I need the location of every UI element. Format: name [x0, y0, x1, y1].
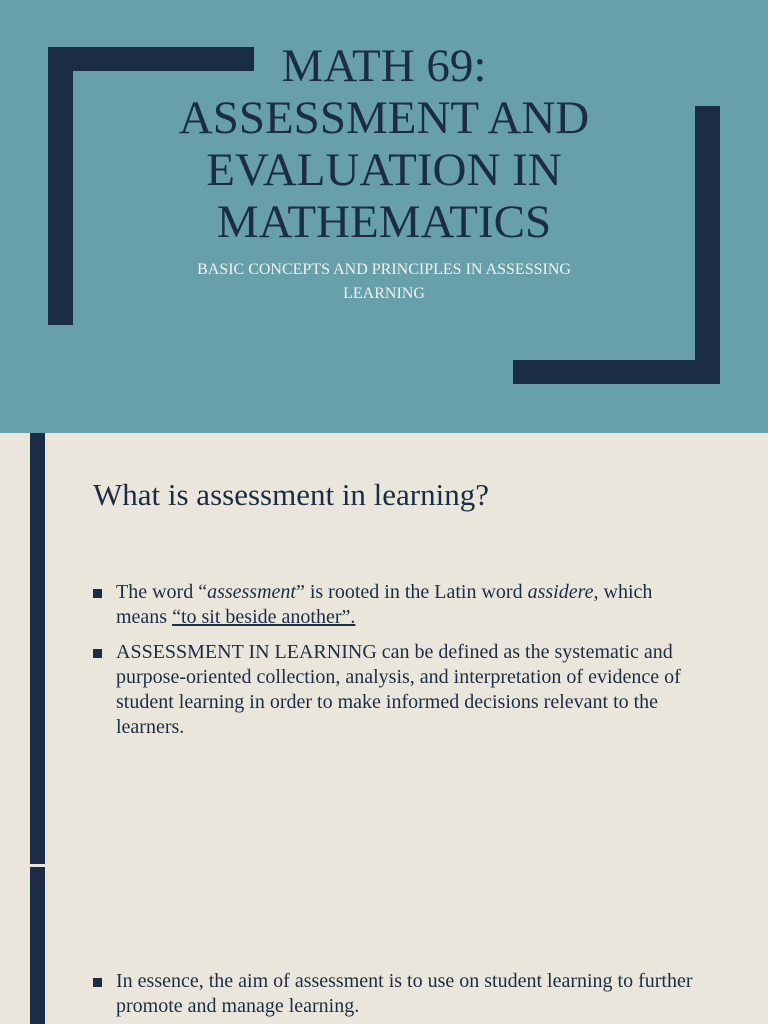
corner-bracket-top-left-vertical: [48, 47, 73, 325]
term-assessment: assessment: [207, 581, 296, 603]
bullet-text: ASSESSMENT IN LEARNING can be defined as the systematic and purpose-oriented collection, analysis, and interpretation of evidence of student learning in order to make informed decisions relevant to the learners.: [116, 641, 681, 738]
latin-word: assidere: [527, 581, 594, 603]
accent-sidebar-bar: [30, 433, 45, 1024]
content-slide: [0, 433, 768, 1024]
bullet-text: In essence, the aim of assessment is to use on student learning to further promote and manage learning.: [116, 970, 693, 1017]
bullet-item-essence: [93, 969, 703, 1019]
square-bullet-icon: [93, 589, 102, 598]
square-bullet-icon: [93, 649, 102, 658]
title-slide: [0, 0, 768, 433]
slide-title: MATH 69: ASSESSMENT AND EVALUATION IN MATHEMATICS: [178, 40, 590, 248]
slide-subtitle: BASIC CONCEPTS AND PRINCIPLES IN ASSESSING LEARNING: [197, 261, 571, 302]
corner-bracket-bottom-right-horizontal: [513, 360, 720, 384]
meaning-underlined: “to sit beside another”.: [172, 606, 356, 628]
slide-heading: What is assessment in learning?: [93, 477, 490, 512]
bullet-item-definition: [93, 640, 703, 740]
square-bullet-icon: [93, 978, 102, 987]
bullet-item-etymology: [93, 580, 703, 630]
bullet-text: The word “assessment” is rooted in the Latin word assidere, which means “to sit beside another”.: [116, 581, 653, 628]
corner-bracket-bottom-right-vertical: [695, 106, 720, 384]
sidebar-divider: [30, 864, 45, 867]
